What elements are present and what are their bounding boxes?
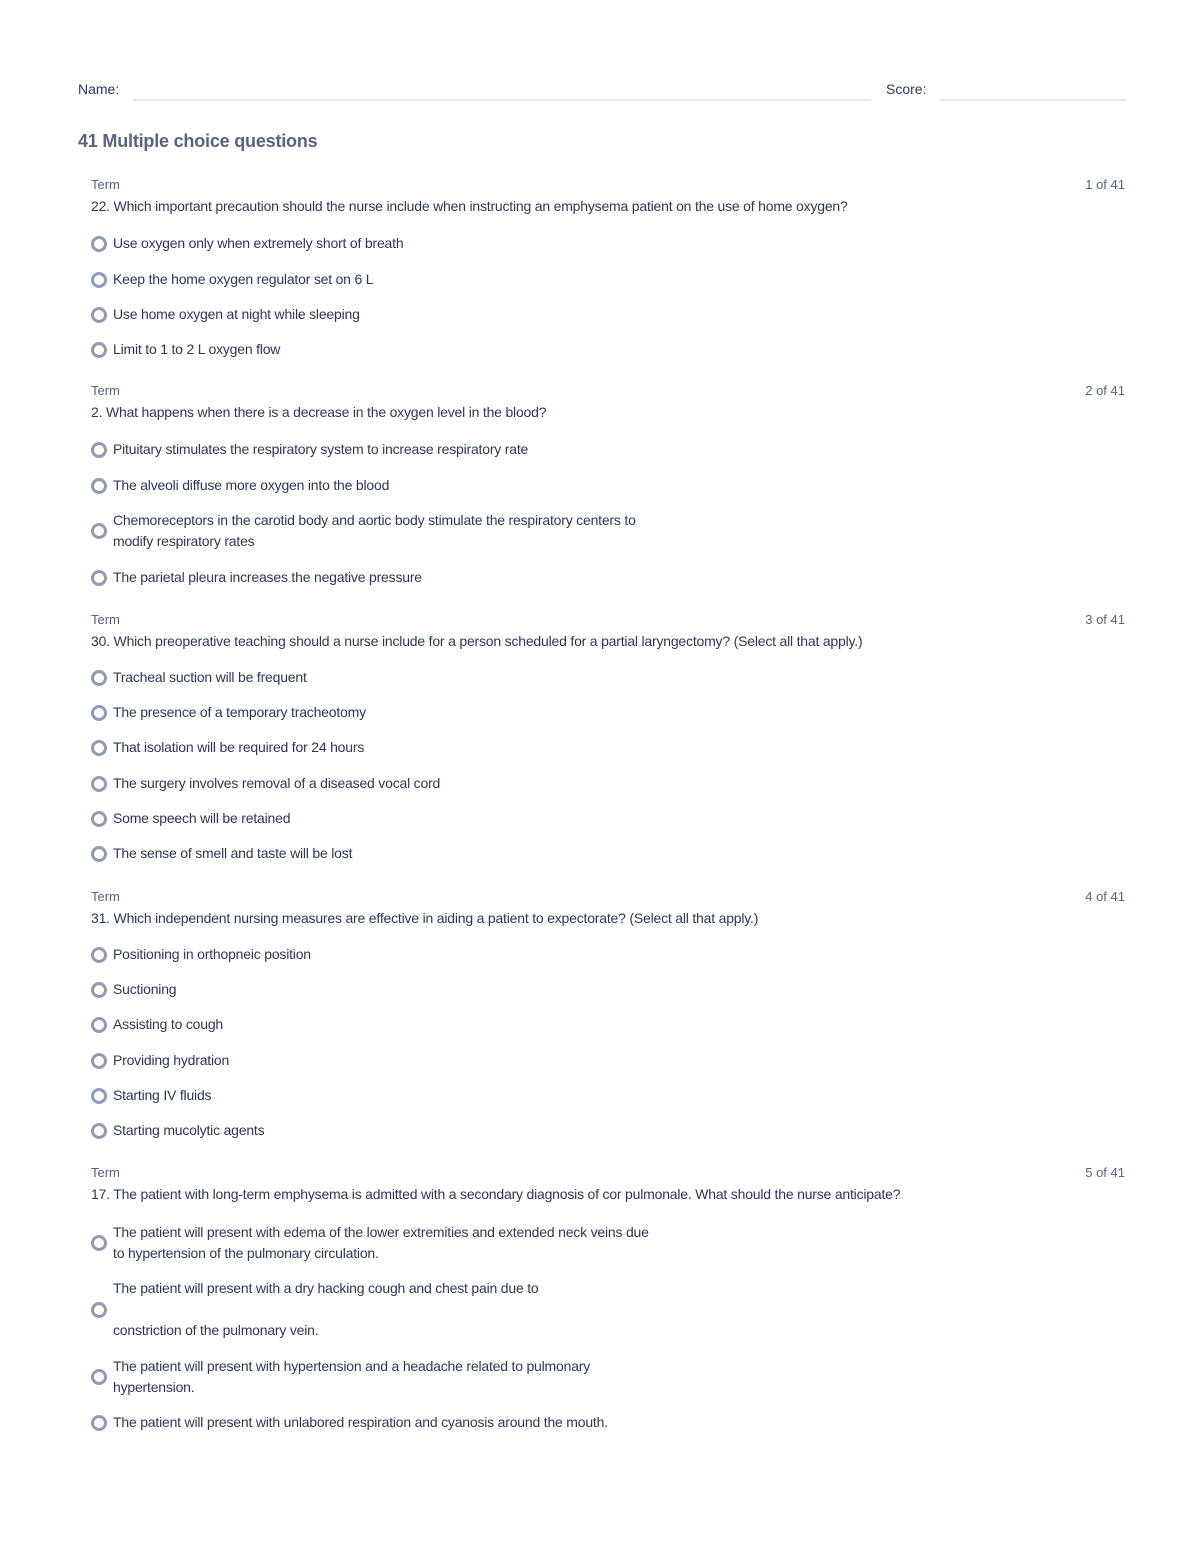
answer-option[interactable] [91,773,440,794]
option-label: Providing hydration [113,1052,230,1068]
question-text: 31. Which independent nursing measures are effective in aiding a patient to expectorate? (Select all that apply.) [91,910,759,926]
answer-option[interactable] [91,1278,653,1341]
score-field[interactable] [940,99,1126,101]
option-label-line-1: The patient will present with a dry hacking cough and chest pain due to [113,1280,539,1296]
term-label: Term [91,1165,120,1180]
answer-option[interactable] [91,1222,653,1264]
radio-icon[interactable] [91,776,107,792]
answer-option[interactable] [91,339,280,360]
answer-option[interactable] [91,233,403,254]
question-counter: 3 of 41 [1085,612,1125,627]
section-title: 41 Multiple choice questions [78,131,318,151]
option-label: The patient will present with unlabored respiration and cyanosis around the mouth. [113,1414,608,1430]
answer-option[interactable] [91,702,366,723]
question-counter: 1 of 41 [1085,177,1125,192]
answer-option[interactable] [91,304,360,325]
answer-option[interactable] [91,1412,608,1433]
option-label: Tracheal suction will be frequent [113,669,307,685]
option-label: The sense of smell and taste will be lost [113,845,353,861]
radio-icon[interactable] [91,670,107,686]
radio-icon[interactable] [91,1088,107,1104]
answer-option[interactable] [91,439,528,460]
radio-icon[interactable] [91,947,107,963]
answer-option[interactable] [91,1050,229,1071]
option-label: The parietal pleura increases the negative pressure [113,569,422,585]
question-text: 22. Which important precaution should the nurse include when instructing an emphysema patient on the use of home oxygen? [91,198,848,214]
answer-option[interactable] [91,737,364,758]
radio-icon[interactable] [91,740,107,756]
question-text: 30. Which preoperative teaching should a nurse include for a person scheduled for a partial laryngectomy? (Select all that apply.) [91,633,863,649]
option-label: Use oxygen only when extremely short of breath [113,235,404,251]
radio-icon[interactable] [91,705,107,721]
option-label: Keep the home oxygen regulator set on 6 L [113,271,374,287]
answer-option[interactable] [91,1014,223,1035]
option-label-line-2: constriction of the pulmonary vein. [113,1322,319,1338]
term-label: Term [91,612,120,627]
question-counter: 4 of 41 [1085,889,1125,904]
option-label: Pituitary stimulates the respiratory system to increase respiratory rate [113,441,529,457]
answer-option[interactable] [91,475,389,496]
option-label: Assisting to cough [113,1016,224,1032]
option-label: Some speech will be retained [113,810,291,826]
name-label: Name: [78,81,120,97]
answer-option[interactable] [91,510,653,552]
question-counter: 2 of 41 [1085,383,1125,398]
term-label: Term [91,889,120,904]
radio-icon[interactable] [91,1302,107,1318]
question-text: 17. The patient with long-term emphysema is admitted with a secondary diagnosis of cor pulmonale. What should the nurse anticipate? [91,1186,901,1202]
radio-icon[interactable] [91,523,107,539]
radio-icon[interactable] [91,1123,107,1139]
radio-icon[interactable] [91,1369,107,1385]
answer-option[interactable] [91,1356,653,1398]
radio-icon[interactable] [91,478,107,494]
option-label [113,1278,653,1341]
option-label: The patient will present with edema of the lower extremities and extended neck veins due to hypertension of the pulmonary circulation. [113,1224,649,1261]
radio-icon[interactable] [91,1053,107,1069]
radio-icon[interactable] [91,811,107,827]
radio-icon[interactable] [91,342,107,358]
term-label: Term [91,383,120,398]
radio-icon[interactable] [91,236,107,252]
option-label: The patient will present with hypertension and a headache related to pulmonary hypertension. [113,1358,591,1395]
option-label: The presence of a temporary tracheotomy [113,704,366,720]
answer-option[interactable] [91,843,352,864]
option-label: Limit to 1 to 2 L oxygen flow [113,341,281,357]
answer-option[interactable] [91,269,373,290]
worksheet-header [78,80,1126,102]
radio-icon[interactable] [91,1017,107,1033]
answer-option[interactable] [91,808,290,829]
radio-icon[interactable] [91,982,107,998]
radio-icon[interactable] [91,1235,107,1251]
answer-option[interactable] [91,567,422,588]
radio-icon[interactable] [91,442,107,458]
answer-option[interactable] [91,979,176,1000]
answer-option[interactable] [91,667,307,688]
question-text: 2. What happens when there is a decrease in the oxygen level in the blood? [91,404,547,420]
answer-option[interactable] [91,944,311,965]
option-label: Starting IV fluids [113,1087,212,1103]
option-label: The surgery involves removal of a diseased vocal cord [113,775,441,791]
option-label: Starting mucolytic agents [113,1122,265,1138]
option-label: Chemoreceptors in the carotid body and aortic body stimulate the respiratory centers to modify respiratory rates [113,512,636,549]
option-label: Suctioning [113,981,177,997]
radio-icon[interactable] [91,272,107,288]
radio-icon[interactable] [91,1415,107,1431]
option-label: Positioning in orthopneic position [113,946,311,962]
radio-icon[interactable] [91,570,107,586]
radio-icon[interactable] [91,846,107,862]
option-label: The alveoli diffuse more oxygen into the blood [113,477,390,493]
answer-option[interactable] [91,1085,211,1106]
option-label: That isolation will be required for 24 hours [113,739,365,755]
option-label: Use home oxygen at night while sleeping [113,306,360,322]
term-label: Term [91,177,120,192]
answer-option[interactable] [91,1120,264,1141]
radio-icon[interactable] [91,307,107,323]
question-counter: 5 of 41 [1085,1165,1125,1180]
score-label: Score: [886,81,927,97]
name-field[interactable] [133,99,871,101]
